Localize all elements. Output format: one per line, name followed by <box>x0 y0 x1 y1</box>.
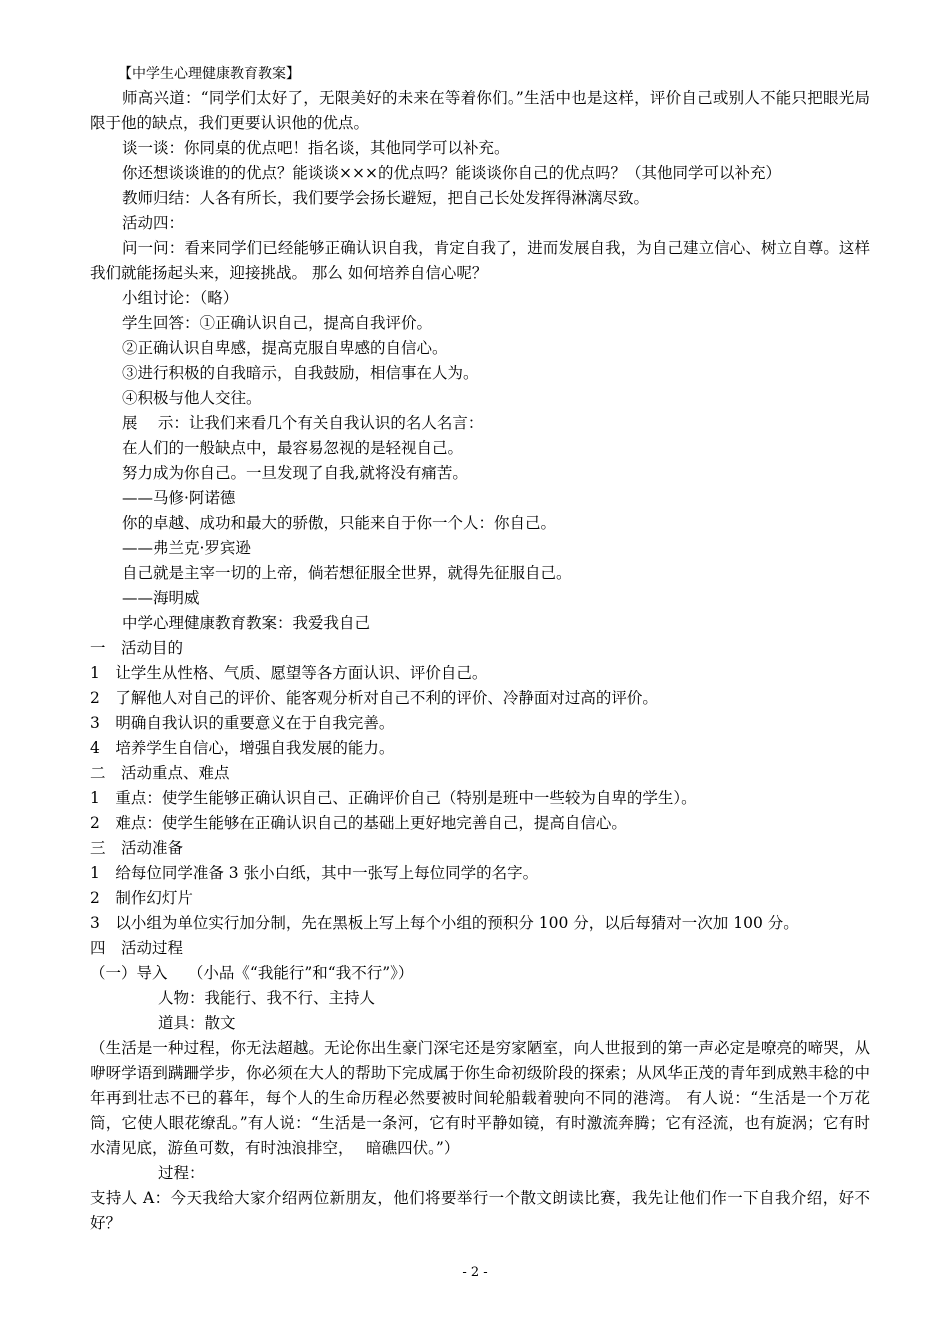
text-line: 2 制作幻灯片 <box>90 889 193 907</box>
text-line: 教师归结：人各有所长，我们要学会扬长避短，把自己长处发挥得淋漓尽致。 <box>122 189 650 207</box>
text-line: ③进行积极的自我暗示，自我鼓励，相信事在人为。 <box>122 364 479 382</box>
text-line: 3 明确自我认识的重要意义在于自我完善。 <box>90 714 395 732</box>
text-line: （一）导入 （小品《“我能行”和“我不行”》） <box>90 964 414 982</box>
text-line: ——海明威 <box>122 589 200 607</box>
text-line: 学生回答：①正确认识自己，提高自我评价。 <box>122 314 433 332</box>
text-line: 1 让学生从性格、气质、愿望等各方面认识、评价自己。 <box>90 664 488 682</box>
text-line: 一 活动目的 <box>90 639 184 657</box>
document-body <box>90 62 870 1236</box>
text-lines <box>90 86 870 1236</box>
text-line: 2 难点：使学生能够在正确认识自己的基础上更好地完善自己，提高自信心。 <box>90 814 627 832</box>
text-line: ②正确认识自卑感，提高克服自卑感的自信心。 <box>122 339 448 357</box>
text-line: 过程： <box>158 1164 205 1182</box>
text-line: 2 了解他人对自己的评价、能客观分析对自己不利的评价、冷静面对过高的评价。 <box>90 689 658 707</box>
text-line: 4 培养学生自信心，增强自我发展的能力。 <box>90 739 395 757</box>
text-line: 活动四： <box>122 214 185 232</box>
text-line: 在人们的一般缺点中，最容易忽视的是轻视自己。 <box>122 439 464 457</box>
text-line: 师高兴道：“同学们太好了，无限美好的未来在等着你们。”生活中也是这样，评价自己或别人不能只把眼光局限于他的缺点，我们更要认识他的优点。 <box>90 89 870 132</box>
text-line: 努力成为你自己。一旦发现了自我,就将没有痛苦。 <box>122 464 468 482</box>
text-line: 支持人 A：今天我给大家介绍两位新朋友，他们将要举行一个散文朗读比赛，我先让他们作一下自我介绍，好不好？ <box>90 1189 870 1232</box>
text-line: ——弗兰克·罗宾逊 <box>122 539 251 557</box>
text-line: 你还想谈谈谁的的优点？能谈谈×××的优点吗？能谈谈你自己的优点吗？（其他同学可以补充） <box>122 164 781 182</box>
text-line: 自己就是主宰一切的上帝，倘若想征服全世界，就得先征服自己。 <box>122 564 572 582</box>
text-line: 三 活动准备 <box>90 839 184 857</box>
page-number: - 2 - <box>462 1265 488 1280</box>
text-line: 中学心理健康教育教案：我爱我自己 <box>122 614 371 632</box>
text-line: 人物：我能行、我不行、主持人 <box>158 989 376 1007</box>
text-line: 谈一谈：你同桌的优点吧！指名谈，其他同学可以补充。 <box>122 139 510 157</box>
text-line: ——马修·阿诺德 <box>122 489 236 507</box>
text-line: 道具：散文 <box>158 1014 236 1032</box>
text-line: 1 重点：使学生能够正确认识自己、正确评价自己（特别是班中一些较为自卑的学生）。 <box>90 789 697 807</box>
text-line: 小组讨论：（略） <box>122 289 239 307</box>
text-line: 四 活动过程 <box>90 939 184 957</box>
text-line: 展 示：让我们来看几个有关自我认识的名人名言： <box>122 414 484 432</box>
text-line: 1 给每位同学准备 3 张小白纸，其中一张写上每位同学的名字。 <box>90 864 539 882</box>
text-line: （生活是一种过程，你无法超越。无论你出生豪门深宅还是穷家陋室，向人世报到的第一声必定是嘹亮的啼哭，从咿呀学语到蹒跚学步，你必须在大人的帮助下完成属于你生命初级阶段的探索；从风华正茂的青年到成熟丰稔的中年再到壮志不已的暮年，每个人的生命历程必然要被时间轮船载着驶向不同的港湾。 有人说：“生活是一个万花筒，它使人眼花缭乱。”有人说：“生活是一条河，它有时平静如镜，有时激流奔腾；它有泾流，也有旋涡；它有时水清见底，游鱼可数，有时浊浪排空， 暗礁四伏。”） <box>90 1039 870 1157</box>
text-line: 问一问：看来同学们已经能够正确认识自我，肯定自我了，进而发展自我，为自己建立信心、树立自尊。这样我们就能扬起头来，迎接挑战。 那么 如何培养自信心呢？ <box>90 239 870 282</box>
text-line: 3 以小组为单位实行加分制，先在黑板上写上每个小组的预积分 100 分，以后每猜对一次加 100 分。 <box>90 914 799 932</box>
text-line: 二 活动重点、难点 <box>90 764 230 782</box>
document-header: 【中学生心理健康教育教案】 <box>118 66 300 82</box>
text-line: ④积极与他人交往。 <box>122 389 262 407</box>
text-line: 你的卓越、成功和最大的骄傲，只能来自于你一个人：你自己。 <box>122 514 557 532</box>
